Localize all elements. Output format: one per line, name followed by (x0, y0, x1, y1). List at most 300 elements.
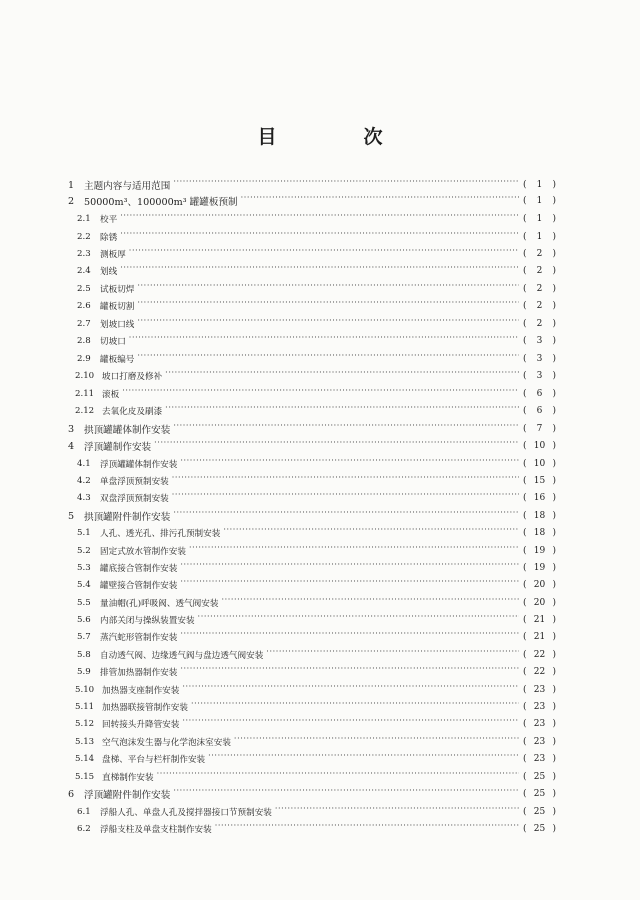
toc-entry-title: 拱顶罐罐体制作安装 (84, 425, 171, 436)
toc-entry-page (523, 807, 556, 817)
toc-entry[interactable] (0, 822, 640, 836)
dot-leader (275, 807, 519, 817)
toc-entry-page (523, 685, 556, 695)
dot-leader (208, 754, 519, 764)
dot-leader (172, 476, 519, 486)
page-number: 6 (536, 406, 543, 416)
page-number: 1 (536, 232, 543, 242)
toc-entry[interactable] (0, 212, 640, 226)
toc-entry[interactable] (0, 422, 640, 436)
toc-entry-title: 划坡口线 (100, 320, 135, 330)
page-number: 19 (533, 563, 546, 573)
toc-entry[interactable] (0, 474, 640, 488)
paren-close: ) (552, 719, 556, 729)
dot-leader (137, 319, 519, 329)
toc-entry[interactable] (0, 178, 640, 192)
paren-close: ) (552, 598, 556, 608)
toc-entry-title: 单盘浮顶预制安装 (100, 477, 169, 487)
toc-entry[interactable] (0, 717, 640, 731)
toc-entry-number: 2.12 (75, 406, 95, 416)
paren-close: ) (552, 493, 556, 503)
dot-leader (165, 406, 519, 416)
paren-open: ( (523, 406, 527, 416)
toc-entry-number: 5.8 (77, 650, 91, 660)
paren-close: ) (552, 824, 556, 834)
toc-entry-page (523, 214, 556, 224)
paren-open: ( (523, 301, 527, 311)
page-number: 2 (536, 284, 543, 294)
toc-entry-page (523, 563, 556, 573)
paren-open: ( (523, 615, 527, 625)
toc-entry-title: 划线 (100, 267, 118, 277)
toc-entry-page (523, 511, 556, 521)
toc-entry-page (523, 476, 556, 486)
toc-entry-number: 5.14 (75, 754, 95, 764)
toc-entry-title: 自动透气阀、边缘透气阀与盘边透气阀安装 (100, 651, 264, 661)
toc-entry-page (523, 459, 556, 469)
toc-entry-number: 6.1 (77, 807, 91, 817)
toc-entry-title: 去氧化皮及刷漆 (102, 407, 163, 417)
page-number: 22 (533, 650, 546, 660)
toc-entry-number: 5.11 (75, 702, 95, 712)
dot-leader (180, 580, 519, 590)
toc-entry-number: 5.1 (77, 528, 91, 538)
toc-entry-title: 滚板 (102, 390, 120, 400)
paren-close: ) (552, 789, 556, 799)
toc-entry-number: 6 (68, 788, 75, 800)
paren-close: ) (552, 459, 556, 469)
toc-entry[interactable] (0, 526, 640, 540)
toc-entry-page (523, 406, 556, 416)
toc-entry-number: 5.4 (77, 580, 91, 590)
dot-leader (182, 719, 519, 729)
toc-entry[interactable] (0, 387, 640, 401)
toc-entry-page (523, 754, 556, 764)
dot-leader (266, 650, 519, 660)
paren-close: ) (552, 511, 556, 521)
dot-leader (198, 615, 519, 625)
page-number: 25 (533, 789, 546, 799)
dot-leader (122, 389, 519, 399)
paren-close: ) (552, 389, 556, 399)
dot-leader (182, 685, 519, 695)
page-title: 目 次 (257, 126, 417, 148)
toc-entry-number: 5.13 (75, 737, 95, 747)
toc-entry-page (523, 719, 556, 729)
toc-entry[interactable] (0, 404, 640, 418)
page-number: 2 (536, 249, 543, 259)
paren-open: ( (523, 511, 527, 521)
page-number: 1 (536, 180, 543, 190)
paren-close: ) (552, 301, 556, 311)
toc-entry-title: 试板切焊 (100, 285, 135, 295)
paren-open: ( (523, 563, 527, 573)
paren-close: ) (552, 546, 556, 556)
paren-close: ) (552, 336, 556, 346)
toc-entry-number: 5.6 (77, 615, 91, 625)
toc-entry-title: 校平 (100, 215, 118, 225)
paren-open: ( (523, 284, 527, 294)
dot-leader (173, 511, 519, 521)
dot-leader (137, 354, 519, 364)
toc-entry-page (523, 232, 556, 242)
page-number: 23 (533, 737, 546, 747)
paren-close: ) (552, 284, 556, 294)
toc-entry-number: 2.6 (77, 301, 91, 311)
dot-leader (129, 249, 519, 259)
toc-entry-title: 切坡口 (100, 337, 126, 347)
toc-entry-number: 5.15 (75, 772, 95, 782)
toc-entry-page (523, 528, 556, 538)
paren-open: ( (523, 632, 527, 642)
dot-leader (221, 598, 519, 608)
toc-entry-title: 加热器支座制作安装 (102, 686, 180, 696)
page-number: 15 (533, 476, 546, 486)
toc-entry-number: 5.3 (77, 563, 91, 573)
paren-open: ( (523, 493, 527, 503)
paren-close: ) (552, 354, 556, 364)
page-number: 20 (533, 580, 546, 590)
toc-entry-number: 4 (68, 440, 75, 452)
toc-entry-page (523, 301, 556, 311)
paren-open: ( (523, 441, 527, 451)
page-number: 2 (536, 301, 543, 311)
toc-entry-title: 量油帽(孔)呼吸阀、透气阀安装 (100, 599, 219, 609)
toc-entry-title: 回转接头升降管安装 (102, 720, 180, 730)
dot-leader (234, 737, 519, 747)
page-number: 7 (536, 424, 543, 434)
toc-entry-page (523, 424, 556, 434)
dot-leader (173, 424, 519, 434)
page-number: 18 (533, 511, 546, 521)
toc-entry-number: 5.9 (77, 667, 91, 677)
toc-entry-page (523, 493, 556, 503)
paren-close: ) (552, 615, 556, 625)
page-number: 21 (533, 615, 546, 625)
toc-entry-page (523, 667, 556, 677)
paren-close: ) (552, 406, 556, 416)
toc-entry-title: 浮顶罐罐体制作安装 (100, 460, 178, 470)
paren-open: ( (523, 459, 527, 469)
page-number: 3 (536, 354, 543, 364)
paren-close: ) (552, 807, 556, 817)
page-number: 2 (536, 319, 543, 329)
toc-entry-number: 3 (68, 423, 75, 435)
toc-entry-number: 2.4 (77, 266, 91, 276)
toc-entry-page (523, 789, 556, 799)
toc-entry-title: 罐板切割 (100, 302, 135, 312)
toc-entry-title: 浮船人孔、单盘人孔及搅拌器接口节预制安装 (100, 808, 272, 818)
toc-entry-number: 6.2 (77, 824, 91, 834)
dot-leader (157, 772, 519, 782)
toc-entry-page (523, 632, 556, 642)
page-number: 2 (536, 266, 543, 276)
paren-close: ) (552, 563, 556, 573)
paren-close: ) (552, 196, 556, 206)
dot-leader (191, 702, 519, 712)
toc-entry[interactable] (0, 334, 640, 348)
paren-open: ( (523, 232, 527, 242)
toc-entry[interactable] (0, 735, 640, 749)
toc-entry-title: 主题内容与适用范围 (84, 181, 171, 192)
paren-close: ) (552, 214, 556, 224)
dot-leader (172, 493, 519, 503)
toc-entry-page (523, 737, 556, 747)
toc-entry-title: 罐壁接合管制作安装 (100, 581, 178, 591)
paren-close: ) (552, 702, 556, 712)
page-number: 1 (536, 196, 543, 206)
paren-open: ( (523, 196, 527, 206)
toc-entry[interactable] (0, 509, 640, 523)
paren-open: ( (523, 702, 527, 712)
toc-entry[interactable] (0, 805, 640, 819)
paren-open: ( (523, 180, 527, 190)
toc-entry-page (523, 598, 556, 608)
toc-entry[interactable] (0, 752, 640, 766)
toc-entry-title: 排管加热器制作安装 (100, 668, 178, 678)
paren-close: ) (552, 667, 556, 677)
toc-entry[interactable] (0, 665, 640, 679)
toc-entry-number: 5.2 (77, 546, 91, 556)
paren-open: ( (523, 580, 527, 590)
paren-close: ) (552, 232, 556, 242)
paren-open: ( (523, 772, 527, 782)
page-number: 1 (536, 214, 543, 224)
toc-entry-number: 4.1 (77, 459, 91, 469)
toc-entry-title: 坡口打磨及修补 (102, 372, 163, 382)
toc-entry-title: 内部关闭与操纵装置安装 (100, 616, 195, 626)
dot-leader (137, 301, 519, 311)
toc-entry-title: 盘梯、平台与栏杆制作安装 (102, 755, 206, 765)
toc-entry-title: 直梯制作安装 (102, 773, 154, 783)
dot-leader (189, 546, 519, 556)
toc-entry-number: 5 (68, 510, 75, 522)
page-number: 10 (533, 459, 546, 469)
paren-open: ( (523, 754, 527, 764)
dot-leader (165, 371, 519, 381)
paren-open: ( (523, 667, 527, 677)
dot-leader (120, 232, 519, 242)
toc-entry-page (523, 319, 556, 329)
paren-close: ) (552, 528, 556, 538)
dot-leader (173, 180, 519, 190)
toc-entry-page (523, 702, 556, 712)
toc-entry-number: 2 (68, 195, 75, 207)
toc-entry-page (523, 824, 556, 834)
paren-open: ( (523, 685, 527, 695)
page-number: 18 (533, 528, 546, 538)
toc-entry[interactable] (0, 613, 640, 627)
toc-entry-page (523, 284, 556, 294)
toc-entry-page (523, 196, 556, 206)
toc-entry[interactable] (0, 787, 640, 801)
toc-entry[interactable] (0, 683, 640, 697)
toc-entry[interactable] (0, 578, 640, 592)
dot-leader (180, 667, 519, 677)
paren-open: ( (523, 546, 527, 556)
toc-entry[interactable] (0, 561, 640, 575)
toc-entry-page (523, 354, 556, 364)
toc-entry-number: 2.8 (77, 336, 91, 346)
toc-entry-page (523, 266, 556, 276)
toc-entry-number: 4.2 (77, 476, 91, 486)
toc-entry-title: 50000m³、100000m³ 罐罐板预制 (84, 197, 238, 208)
toc-entry[interactable] (0, 369, 640, 383)
toc-entry[interactable] (0, 700, 640, 714)
paren-close: ) (552, 424, 556, 434)
toc-entry[interactable] (0, 247, 640, 261)
paren-open: ( (523, 319, 527, 329)
page-number: 25 (533, 807, 546, 817)
paren-close: ) (552, 650, 556, 660)
dot-leader (180, 563, 519, 573)
paren-close: ) (552, 632, 556, 642)
toc-entry[interactable] (0, 230, 640, 244)
toc-entry-page (523, 336, 556, 346)
page-number: 3 (536, 336, 543, 346)
toc-entry-title: 浮船支柱及单盘支柱制作安装 (100, 825, 212, 835)
paren-close: ) (552, 249, 556, 259)
toc-entry-title: 拱顶罐附件制作安装 (84, 512, 171, 523)
toc-entry-number: 2.10 (75, 371, 95, 381)
toc-entry[interactable] (0, 282, 640, 296)
toc-entry[interactable] (0, 264, 640, 278)
toc-entry-title: 罐底接合管制作安装 (100, 564, 178, 574)
paren-open: ( (523, 336, 527, 346)
page-number: 21 (533, 632, 546, 642)
toc-entry-number: 1 (68, 179, 75, 191)
page-number: 25 (533, 772, 546, 782)
toc-entry-page (523, 441, 556, 451)
toc-entry-title: 蒸汽蛇形管制作安装 (100, 633, 178, 643)
toc-entry-title: 空气泡沫发生器与化学泡沫室安装 (102, 738, 231, 748)
toc-entry-number: 4.3 (77, 493, 91, 503)
toc-entry[interactable] (0, 352, 640, 366)
toc-entry-number: 2.2 (77, 232, 91, 242)
dot-leader (241, 196, 519, 206)
toc-entry-title: 浮顶罐附件制作安装 (84, 790, 171, 801)
page-number: 22 (533, 667, 546, 677)
toc-entry-title: 除锈 (100, 233, 118, 243)
toc-entry-number: 2.7 (77, 319, 91, 329)
toc-entry-page (523, 546, 556, 556)
paren-open: ( (523, 424, 527, 434)
paren-close: ) (552, 371, 556, 381)
paren-close: ) (552, 180, 556, 190)
dot-leader (223, 528, 519, 538)
paren-close: ) (552, 754, 556, 764)
toc-entry-title: 罐板编号 (100, 355, 135, 365)
paren-open: ( (523, 249, 527, 259)
toc-entry-number: 2.5 (77, 284, 91, 294)
toc-entry[interactable] (0, 648, 640, 662)
page-number: 23 (533, 685, 546, 695)
paren-open: ( (523, 650, 527, 660)
paren-close: ) (552, 580, 556, 590)
toc-entry[interactable] (0, 194, 640, 208)
paren-open: ( (523, 824, 527, 834)
toc-entry-page (523, 371, 556, 381)
toc-entry-page (523, 249, 556, 259)
toc-entry-page (523, 389, 556, 399)
paren-open: ( (523, 214, 527, 224)
toc-entry-title: 浮顶罐制作安装 (84, 442, 152, 453)
toc-entry-number: 2.3 (77, 249, 91, 259)
dot-leader (120, 214, 519, 224)
dot-leader (180, 632, 519, 642)
page-number: 19 (533, 546, 546, 556)
toc-entry[interactable] (0, 630, 640, 644)
page-number: 3 (536, 371, 543, 381)
toc-entry[interactable] (0, 317, 640, 331)
toc-entry-number: 5.10 (75, 685, 95, 695)
page-number: 25 (533, 824, 546, 834)
paren-open: ( (523, 598, 527, 608)
dot-leader (180, 459, 519, 469)
toc-entry[interactable] (0, 491, 640, 505)
toc-entry[interactable] (0, 299, 640, 313)
toc-entry-number: 2.9 (77, 354, 91, 364)
paren-close: ) (552, 685, 556, 695)
toc-entry[interactable] (0, 770, 640, 784)
paren-open: ( (523, 789, 527, 799)
paren-open: ( (523, 476, 527, 486)
toc-entry-title: 固定式放水管制作安装 (100, 547, 186, 557)
paren-open: ( (523, 354, 527, 364)
paren-open: ( (523, 371, 527, 381)
paren-open: ( (523, 266, 527, 276)
page-number: 23 (533, 754, 546, 764)
paren-close: ) (552, 772, 556, 782)
page-number: 6 (536, 389, 543, 399)
toc-entry-title: 人孔、透光孔、排污孔预制安装 (100, 529, 221, 539)
paren-close: ) (552, 441, 556, 451)
page-number: 20 (533, 598, 546, 608)
paren-open: ( (523, 719, 527, 729)
dot-leader (129, 336, 519, 346)
toc-entry[interactable] (0, 544, 640, 558)
dot-leader (137, 284, 519, 294)
toc-entry[interactable] (0, 596, 640, 610)
toc-entry-page (523, 615, 556, 625)
paren-close: ) (552, 737, 556, 747)
toc-entry-page (523, 580, 556, 590)
toc-entry-title: 加热器联接管制作安装 (102, 703, 188, 713)
dot-leader (154, 441, 519, 451)
toc-entry-number: 5.5 (77, 598, 91, 608)
paren-close: ) (552, 319, 556, 329)
toc-entry-title: 测板厚 (100, 250, 126, 260)
page-number: 23 (533, 702, 546, 712)
paren-open: ( (523, 807, 527, 817)
paren-close: ) (552, 476, 556, 486)
toc-entry-number: 2.11 (75, 389, 95, 399)
dot-leader (173, 789, 519, 799)
paren-open: ( (523, 528, 527, 538)
page-number: 23 (533, 719, 546, 729)
toc-entry-number: 5.12 (75, 719, 95, 729)
toc-entry-title: 双盘浮顶预制安装 (100, 494, 169, 504)
toc-entry[interactable] (0, 457, 640, 471)
toc-entry-number: 2.1 (77, 214, 91, 224)
dot-leader (215, 824, 519, 834)
toc-entry[interactable] (0, 439, 640, 453)
paren-open: ( (523, 389, 527, 399)
paren-close: ) (552, 266, 556, 276)
toc-entry-page (523, 180, 556, 190)
toc-entry-number: 5.7 (77, 632, 91, 642)
toc-entry-page (523, 772, 556, 782)
